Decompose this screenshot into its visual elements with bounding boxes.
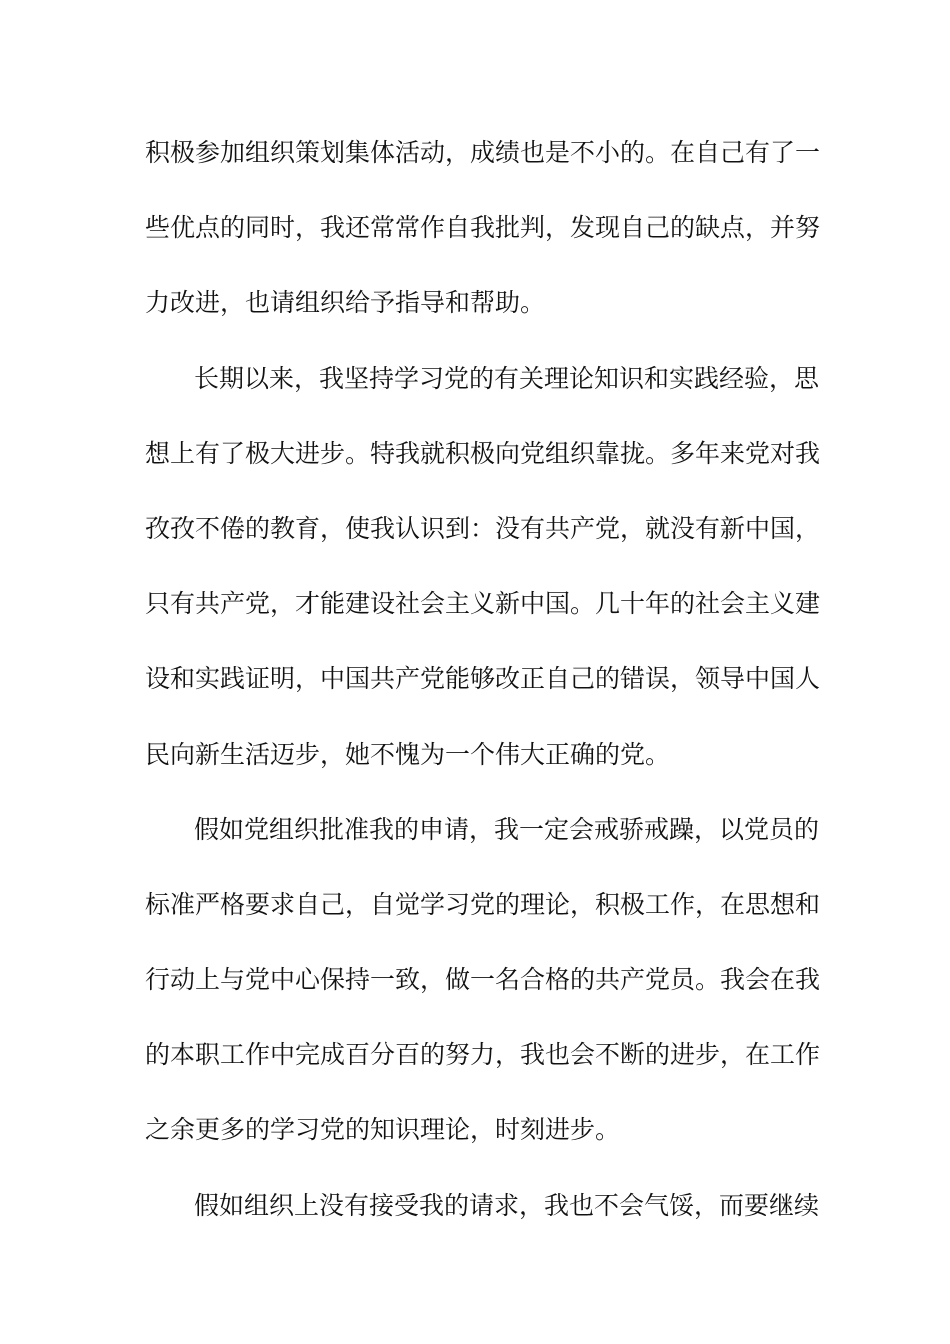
text-line-8: 设和实践证明，中国共产党能够改正自己的错误，领导中国人: [145, 664, 821, 693]
text-line-7: 只有共产党，才能建设社会主义新中国。几十年的社会主义建: [145, 589, 821, 618]
text-line-12: 行动上与党中心保持一致，做一名合格的共产党员。我会在我: [145, 965, 821, 994]
text-line-13: 的本职工作中完成百分百的努力，我也会不断的进步，在工作: [145, 1040, 821, 1069]
text-line-2: 些优点的同时，我还常常作自我批判，发现自己的缺点，并努: [145, 213, 821, 242]
text-line-5: 想上有了极大进步。特我就积极向党组织靠拢。多年来党对我: [145, 439, 821, 468]
text-line-6: 孜孜不倦的教育，使我认识到：没有共产党，就没有新中国，: [145, 514, 821, 543]
text-line-1: 积极参加组织策划集体活动，成绩也是不小的。在自己有了一: [145, 138, 821, 167]
text-line-10: 假如党组织批准我的申请，我一定会戒骄戒躁，以党员的: [194, 815, 820, 844]
text-line-11: 标准严格要求自己，自觉学习党的理论，积极工作，在思想和: [145, 890, 821, 919]
text-line-3: 力改进，也请组织给予指导和帮助。: [145, 288, 546, 317]
text-line-15: 假如组织上没有接受我的请求，我也不会气馁，而要继续: [194, 1191, 820, 1220]
text-line-4: 长期以来，我坚持学习党的有关理论知识和实践经验，思: [194, 364, 820, 393]
text-line-14: 之余更多的学习党的知识理论，时刻进步。: [145, 1115, 621, 1144]
text-line-9: 民向新生活迈步，她不愧为一个伟大正确的党。: [145, 740, 671, 769]
